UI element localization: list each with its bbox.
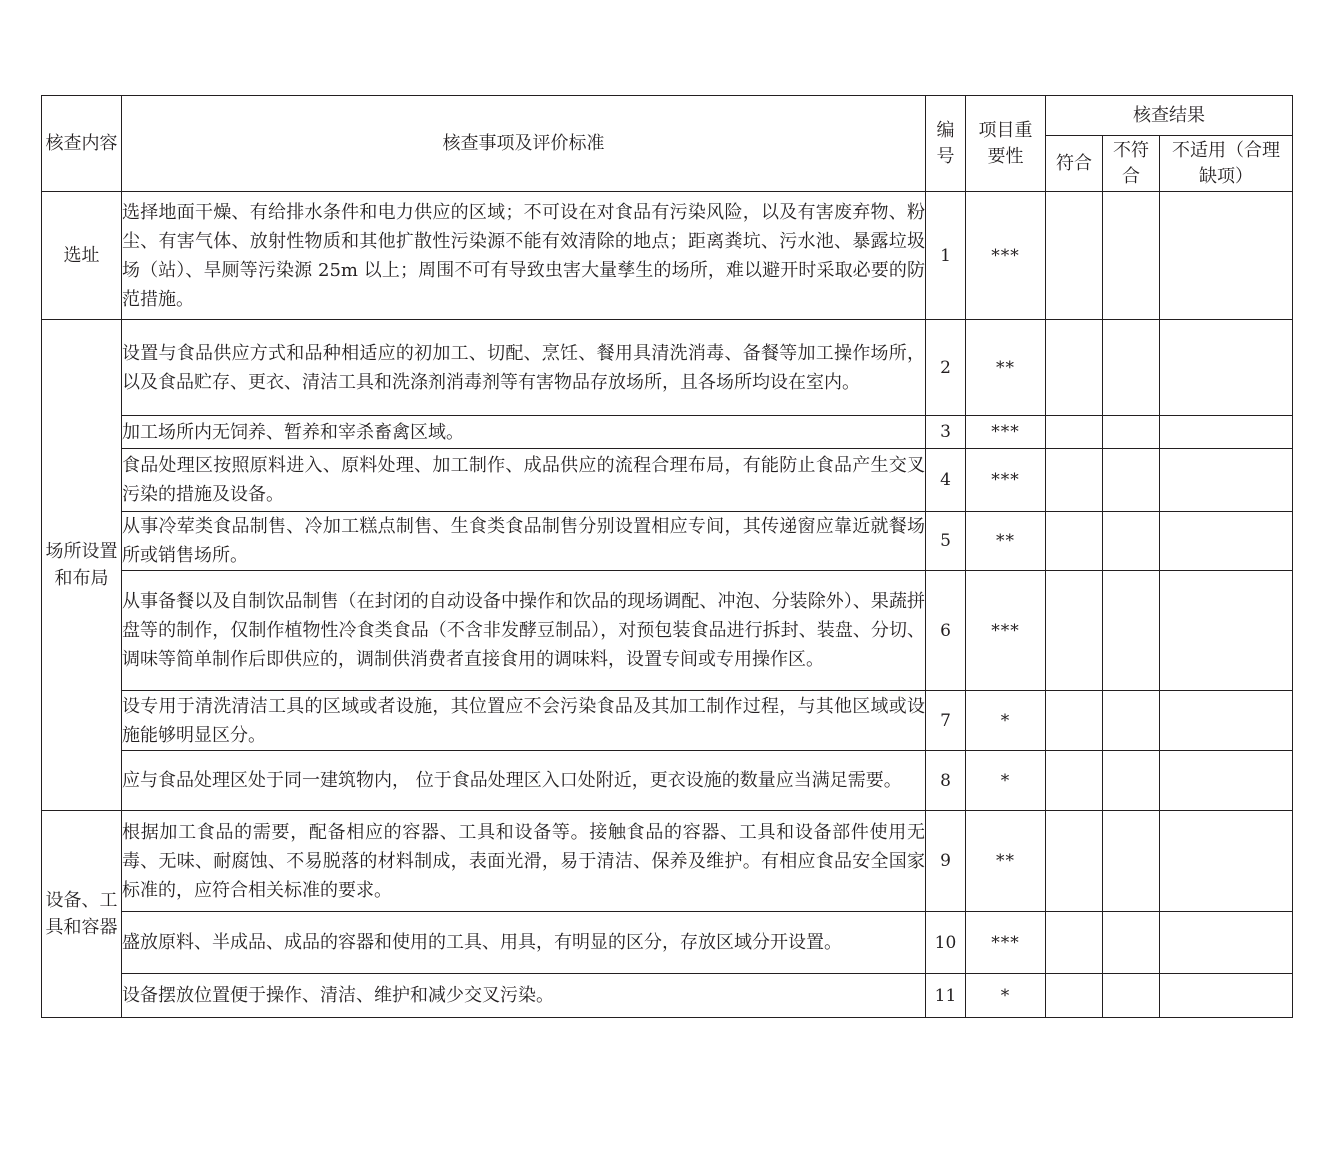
criteria-text: 根据加工食品的需要，配备相应的容器、工具和设备等。接触食品的容器、工具和设备部件使用无毒、无味、耐腐蚀、不易脱落的材料制成，表面光滑，易于清洁、保养及维护。有相应食品安全国家标准的，应符合相关标准的要求。 bbox=[122, 821, 925, 901]
importance-stars: *** bbox=[991, 245, 1020, 266]
item-number: 5 bbox=[940, 531, 951, 551]
item-number: 4 bbox=[940, 470, 951, 490]
item-number: 9 bbox=[940, 851, 951, 871]
table-row bbox=[42, 512, 1293, 571]
header-criteria-label: 核查事项及评价标准 bbox=[442, 132, 605, 154]
criteria-text: 应与食品处理区处于同一建筑物内， 位于食品处理区入口处附近，更衣设施的数量应当满足需要。 bbox=[122, 770, 902, 791]
category-label: 场所设置和布局 bbox=[45, 541, 118, 589]
item-number: 7 bbox=[940, 710, 951, 731]
header-comply bbox=[1046, 136, 1103, 192]
importance-stars: *** bbox=[991, 932, 1020, 953]
importance-cell bbox=[966, 751, 1046, 811]
criteria-text: 食品处理区按照原料进入、原料处理、加工制作、成品供应的流程合理布局，有能防止食品产生交叉污染的措施及设备。 bbox=[122, 455, 925, 505]
criteria-cell bbox=[122, 974, 926, 1018]
criteria-text: 设专用于清洗清洁工具的区域或者设施，其位置应不会污染食品及其加工制作过程，与其他区域或设施能够明显区分。 bbox=[122, 695, 925, 746]
item-number: 3 bbox=[940, 422, 951, 442]
item-number: 1 bbox=[940, 245, 951, 266]
number-cell bbox=[926, 449, 966, 512]
importance-cell bbox=[966, 974, 1046, 1018]
importance-cell bbox=[966, 811, 1046, 912]
header-noncomply bbox=[1103, 136, 1160, 192]
table-row bbox=[42, 449, 1293, 512]
category-label: 选址 bbox=[63, 245, 100, 266]
criteria-text: 设置与食品供应方式和品种相适应的初加工、切配、烹饪、餐用具清洗消毒、备餐等加工操作场所，以及食品贮存、更衣、清洁工具和洗涤剂消毒剂等有害物品存放场所，且各场所均设在室内。 bbox=[122, 342, 925, 393]
table-row bbox=[42, 320, 1293, 416]
item-number: 11 bbox=[934, 985, 957, 1006]
na-checkbox-cell[interactable] bbox=[1160, 811, 1293, 912]
noncomply-checkbox-cell[interactable] bbox=[1103, 974, 1160, 1018]
na-checkbox-cell[interactable] bbox=[1160, 192, 1293, 320]
importance-cell bbox=[966, 192, 1046, 320]
header-number bbox=[926, 96, 966, 192]
number-cell bbox=[926, 192, 966, 320]
comply-checkbox-cell[interactable] bbox=[1046, 192, 1103, 320]
importance-cell bbox=[966, 571, 1046, 691]
importance-cell bbox=[966, 512, 1046, 571]
importance-stars: *** bbox=[991, 422, 1020, 442]
header-importance-label: 项目重要性 bbox=[978, 119, 1033, 167]
header-comply-label: 符合 bbox=[1056, 152, 1092, 174]
criteria-cell bbox=[122, 912, 926, 974]
header-na-label: 不适用（合理缺项） bbox=[1172, 139, 1280, 187]
na-checkbox-cell[interactable] bbox=[1160, 751, 1293, 811]
item-number: 2 bbox=[940, 357, 951, 378]
comply-checkbox-cell[interactable] bbox=[1046, 416, 1103, 449]
table-row bbox=[42, 974, 1293, 1018]
table-row bbox=[42, 416, 1293, 449]
noncomply-checkbox-cell[interactable] bbox=[1103, 192, 1160, 320]
comply-checkbox-cell[interactable] bbox=[1046, 691, 1103, 751]
noncomply-checkbox-cell[interactable] bbox=[1103, 416, 1160, 449]
importance-stars: *** bbox=[991, 470, 1020, 490]
item-number: 6 bbox=[940, 620, 951, 641]
importance-cell bbox=[966, 912, 1046, 974]
criteria-cell bbox=[122, 691, 926, 751]
inspection-checklist-table bbox=[41, 95, 1293, 1018]
comply-checkbox-cell[interactable] bbox=[1046, 912, 1103, 974]
number-cell bbox=[926, 320, 966, 416]
item-number: 8 bbox=[940, 770, 951, 791]
category-cell bbox=[42, 192, 122, 320]
header-content-label: 核查内容 bbox=[45, 132, 118, 154]
comply-checkbox-cell[interactable] bbox=[1046, 449, 1103, 512]
criteria-text: 选择地面干燥、有给排水条件和电力供应的区域；不可设在对食品有污染风险，以及有害废弃物、粉尘、有害气体、放射性物质和其他扩散性污染源不能有效清除的地点；距离粪坑、污水池、暴露垃圾场（站）、旱厕等污染源 25m 以上；周围不可有导致虫害大量孳生的场所，难以避开时采取必要的防范措施。 bbox=[122, 201, 925, 310]
criteria-text: 从事备餐以及自制饮品制售（在封闭的自动设备中操作和饮品的现场调配、冲泡、分装除外）、果蔬拼盘等的制作，仅制作植物性冷食类食品（不含非发酵豆制品），对预包装食品进行拆封、装盘、分切、调味等简单制作后即供应的，调制供消费者直接食用的调味料，设置专间或专用操作区。 bbox=[122, 591, 925, 670]
criteria-text: 从事冷荤类食品制售、冷加工糕点制售、生食类食品制售分别设置相应专间，其传递窗应靠近就餐场所或销售场所。 bbox=[122, 516, 925, 566]
na-checkbox-cell[interactable] bbox=[1160, 912, 1293, 974]
header-na bbox=[1160, 136, 1293, 192]
number-cell bbox=[926, 691, 966, 751]
item-number: 10 bbox=[934, 932, 957, 953]
importance-stars: *** bbox=[991, 620, 1020, 641]
na-checkbox-cell[interactable] bbox=[1160, 320, 1293, 416]
noncomply-checkbox-cell[interactable] bbox=[1103, 811, 1160, 912]
header-criteria bbox=[122, 96, 926, 192]
importance-stars: ** bbox=[996, 531, 1015, 551]
na-checkbox-cell[interactable] bbox=[1160, 449, 1293, 512]
table-row bbox=[42, 811, 1293, 912]
na-checkbox-cell[interactable] bbox=[1160, 571, 1293, 691]
header-importance bbox=[966, 96, 1046, 192]
comply-checkbox-cell[interactable] bbox=[1046, 512, 1103, 571]
header-result-label: 核查结果 bbox=[1133, 104, 1205, 126]
header-content bbox=[42, 96, 122, 192]
importance-cell bbox=[966, 691, 1046, 751]
noncomply-checkbox-cell[interactable] bbox=[1103, 912, 1160, 974]
noncomply-checkbox-cell[interactable] bbox=[1103, 751, 1160, 811]
criteria-cell bbox=[122, 416, 926, 449]
table-row bbox=[42, 751, 1293, 811]
comply-checkbox-cell[interactable] bbox=[1046, 751, 1103, 811]
criteria-text: 设备摆放位置便于操作、清洁、维护和减少交叉污染。 bbox=[122, 985, 554, 1006]
table-row bbox=[42, 192, 1293, 320]
number-cell bbox=[926, 512, 966, 571]
criteria-cell bbox=[122, 571, 926, 691]
importance-stars: ** bbox=[996, 357, 1015, 378]
na-checkbox-cell[interactable] bbox=[1160, 512, 1293, 571]
criteria-text: 加工场所内无饲养、暂养和宰杀畜禽区域。 bbox=[122, 421, 464, 443]
importance-stars: * bbox=[1000, 770, 1011, 791]
criteria-cell bbox=[122, 811, 926, 912]
number-cell bbox=[926, 751, 966, 811]
noncomply-checkbox-cell[interactable] bbox=[1103, 320, 1160, 416]
comply-checkbox-cell[interactable] bbox=[1046, 571, 1103, 691]
comply-checkbox-cell[interactable] bbox=[1046, 811, 1103, 912]
number-cell bbox=[926, 571, 966, 691]
table-header bbox=[42, 96, 1293, 192]
header-noncomply-label: 不符合 bbox=[1113, 139, 1149, 187]
header-number-label: 编号 bbox=[936, 119, 955, 167]
category-cell bbox=[42, 811, 122, 1018]
category-label: 设备、工具和容器 bbox=[45, 890, 118, 938]
comply-checkbox-cell[interactable] bbox=[1046, 320, 1103, 416]
criteria-cell bbox=[122, 751, 926, 811]
table-row bbox=[42, 912, 1293, 974]
noncomply-checkbox-cell[interactable] bbox=[1103, 512, 1160, 571]
criteria-cell bbox=[122, 512, 926, 571]
category-cell bbox=[42, 320, 122, 811]
header-result bbox=[1046, 96, 1293, 136]
number-cell bbox=[926, 974, 966, 1018]
comply-checkbox-cell[interactable] bbox=[1046, 974, 1103, 1018]
criteria-text: 盛放原料、半成品、成品的容器和使用的工具、用具，有明显的区分，存放区域分开设置。 bbox=[122, 932, 842, 953]
criteria-cell bbox=[122, 320, 926, 416]
na-checkbox-cell[interactable] bbox=[1160, 416, 1293, 449]
importance-stars: * bbox=[1000, 985, 1011, 1006]
table-row bbox=[42, 571, 1293, 691]
criteria-cell bbox=[122, 449, 926, 512]
na-checkbox-cell[interactable] bbox=[1160, 691, 1293, 751]
table-row bbox=[42, 691, 1293, 751]
number-cell bbox=[926, 416, 966, 449]
noncomply-checkbox-cell[interactable] bbox=[1103, 571, 1160, 691]
noncomply-checkbox-cell[interactable] bbox=[1103, 691, 1160, 751]
number-cell bbox=[926, 912, 966, 974]
importance-cell bbox=[966, 449, 1046, 512]
number-cell bbox=[926, 811, 966, 912]
importance-cell bbox=[966, 320, 1046, 416]
importance-cell bbox=[966, 416, 1046, 449]
importance-stars: * bbox=[1000, 710, 1011, 731]
table-body bbox=[42, 192, 1293, 1018]
na-checkbox-cell[interactable] bbox=[1160, 974, 1293, 1018]
noncomply-checkbox-cell[interactable] bbox=[1103, 449, 1160, 512]
importance-stars: ** bbox=[996, 851, 1015, 871]
criteria-cell bbox=[122, 192, 926, 320]
